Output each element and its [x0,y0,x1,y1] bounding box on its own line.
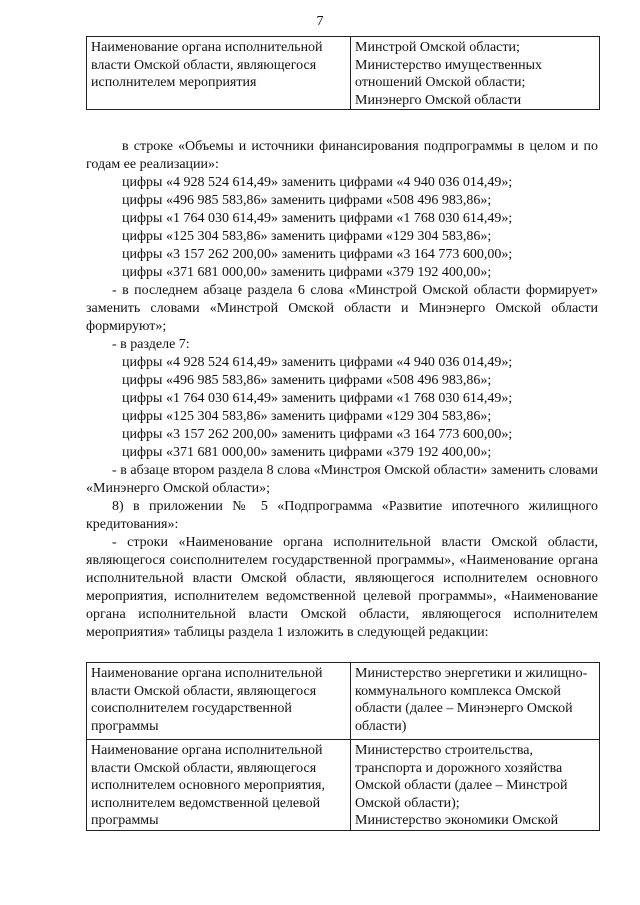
paragraph: - в разделе 7: [112,337,190,352]
cell-line: Министерство строительства, [355,743,533,758]
cell-line: Наименование органа исполнительной [91,666,323,681]
paragraph: цифры «1 764 030 614,49» заменить цифрами «1 768 030 614,49»; [122,391,513,406]
cell-line: программы [91,813,159,828]
cell-line: исполнителем основного мероприятия, [91,778,325,793]
table-cell-label [87,663,351,740]
table-cell-value [351,740,600,831]
paragraph: цифры «496 985 583,86» заменить цифрами «508 496 983,86»; [122,193,492,208]
cell-line: Министерство имущественных [355,57,542,73]
cell-line: власти Омской области, являющегося [91,683,317,699]
cell-line: Минэнерго Омской области [355,92,522,108]
cell-line: Минстрой Омской области; [355,40,520,55]
cell-line: Наименование органа исполнительной [91,40,323,55]
paragraph: цифры «371 681 000,00» заменить цифрами «379 192 400,00»; [122,265,492,280]
body-text [0,138,640,642]
table-cell-label [87,740,351,831]
paragraph: - в абзаце втором раздела 8 слова «Минстроя Омской области» заменить словами «Минэнерго Омской области»; [86,463,598,496]
table-bottom [86,662,600,831]
paragraph: - в последнем абзаце раздела 6 слова «Минстрой Омской области формирует» заменить словами «Минстрой Омской области и Минэнерго Омской области формируют»; [86,283,598,334]
cell-line: коммунального комплекса Омской [355,683,561,699]
cell-line: Наименование органа исполнительной [91,743,323,758]
cell-line: власти Омской области, являющегося [91,760,317,776]
table-top [86,36,600,110]
table-row [87,37,600,110]
cell-line: исполнителем ведомственной целевой [91,795,321,811]
paragraph: цифры «125 304 583,86» заменить цифрами «129 304 583,86»; [122,229,492,244]
paragraph: цифры «4 928 524 614,49» заменить цифрами «4 940 036 014,49»; [122,175,513,190]
table-row [87,740,600,831]
cell-line: Омской области); [355,795,460,811]
paragraph: цифры «3 157 262 200,00» заменить цифрами «3 164 773 600,00»; [122,247,513,262]
paragraph: цифры «1 764 030 614,49» заменить цифрами «1 768 030 614,49»; [122,211,513,226]
cell-line: транспорта и дорожного хозяйства [355,760,563,776]
paragraph: цифры «3 157 262 200,00» заменить цифрами «3 164 773 600,00»; [122,427,513,442]
cell-line: исполнителем мероприятия [91,75,257,90]
paragraph: цифры «4 928 524 614,49» заменить цифрами «4 940 036 014,49»; [122,355,513,370]
table-cell-label [87,37,351,110]
cell-line: власти Омской области, являющегося [91,57,317,73]
cell-line: Министерство экономики Омской [355,813,559,828]
paragraph: цифры «371 681 000,00» заменить цифрами «379 192 400,00»; [122,445,492,460]
cell-line: Омской области (далее – Минстрой [355,778,568,793]
paragraph: цифры «125 304 583,86» заменить цифрами «129 304 583,86»; [122,409,492,424]
cell-line: области (далее – Минэнерго Омской [355,701,573,716]
cell-line: области) [355,718,407,734]
paragraph: в строке «Объемы и источники финансирования подпрограммы в целом и по годам ее реализации»: [86,139,598,172]
paragraph: - строки «Наименование органа исполнительной власти Омской области, являющегося соисполнителем государственной программы», «Наименование органа исполнительной власти Омской области, являющегося исполнителем основного мероприятия, исполнителем ведомственной целевой программы», «Наименование органа исполнительной власти Омской области, являющегося исполнителем мероприятия» таблицы раздела 1 изложить в следующей редакции: [86,535,598,640]
table-cell-value [351,37,600,110]
cell-line: отношений Омской области; [355,75,526,90]
cell-line: Министерство энергетики и жилищно- [355,666,588,681]
page-number: 7 [316,14,324,29]
cell-line: соисполнителем государственной [91,701,292,716]
cell-line: программы [91,718,159,734]
table-row [87,663,600,740]
paragraph: 8) в приложении № 5 «Подпрограмма «Развитие ипотечного жилищного кредитования»: [86,499,598,532]
table-cell-value [351,663,600,740]
paragraph: цифры «496 985 583,86» заменить цифрами «508 496 983,86»; [122,373,492,388]
